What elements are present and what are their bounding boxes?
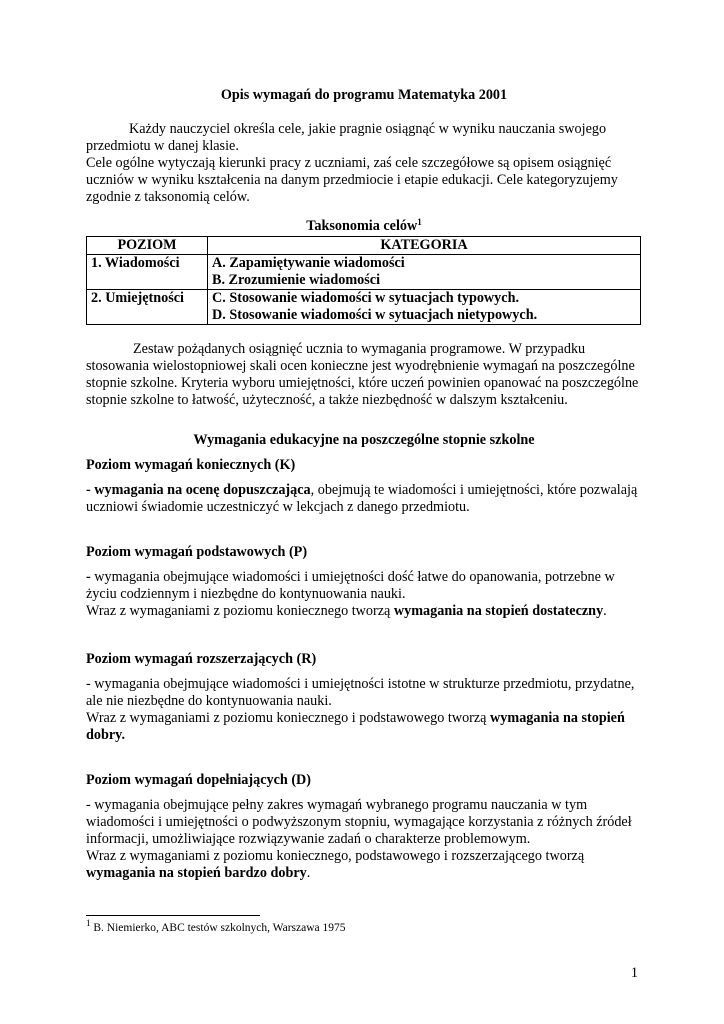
header-category: KATEGORIA — [208, 237, 641, 255]
taxonomy-caption — [86, 218, 642, 235]
category-c: C. Stosowanie wiadomości w sytuacjach typowych. — [212, 290, 520, 306]
footnote-mark: 1 — [86, 918, 91, 928]
level-k-heading: Poziom wymagań koniecznych (K) — [86, 457, 296, 473]
document-title: Opis wymagań do programu Matematyka 2001 — [220, 87, 508, 103]
level-d-section — [86, 772, 642, 882]
page-number: 1 — [630, 965, 638, 981]
level-cell: 1. Wiadomości — [87, 255, 208, 290]
level-p-line2-bold: wymagania na stopień dostateczny — [393, 603, 604, 619]
level-r-line2-bold: wymagania na stopień dobry. — [86, 710, 625, 743]
footnote-text: B. Niemierko, ABC testów szkolnych, Warszawa 1975 — [90, 922, 346, 934]
level-cell: 2. Umiejętności — [87, 290, 208, 325]
level-p-rest: wymagania obejmujące wiadomości i umiejętności dość łatwe do opanowania, potrzebne w życiu codziennym i niezbędne do kontynuowania nauki. — [86, 569, 615, 602]
category-cell — [208, 255, 641, 290]
footnote — [86, 918, 346, 935]
level-d-text: - wymagania obejmujące pełny zakres wymagań wybranego programu nauczania w tym wiadomości i umiejętności o podwyższonym stopniu, wymagające korzystania z różnych źródeł informacji, umożliwiające rozwiązywanie zadań o charakterze problemowym. — [86, 797, 632, 847]
level-p-line2-post: . — [603, 603, 607, 619]
level-p-line2-pre: Wraz z wymaganiami z poziomu koniecznego tworzą — [86, 603, 394, 619]
level-k-bold: - wymagania na ocenę dopuszczająca — [86, 482, 311, 498]
level-d-line2-pre: Wraz z wymaganiami z poziomu koniecznego, podstawowego i rozszerzającego tworzą — [86, 848, 585, 864]
set-paragraph: Zestaw pożądanych osiągnięć ucznia to wymagania programowe. W przypadku stosowania wielostopniowej skali ocen konieczne jest wyodrębnienie wymagań na poszczególne stopnie szkolne. Kryteria wyboru umiejętności, które uczeń powinien opanować na poszczególne stopnie szkolne to łatwość, użyteczność, a także niezbędność w dalszym kształceniu. — [86, 341, 639, 408]
level-p-section — [86, 544, 642, 620]
category-cell — [208, 290, 641, 325]
level-r-section — [86, 651, 642, 744]
footnote-divider — [86, 915, 260, 916]
level-k-text — [86, 482, 642, 516]
level-d-line2 — [86, 848, 642, 882]
level-p-line2 — [86, 603, 642, 620]
intro-paragraph-2: Cele ogólne wytyczają kierunki pracy z uczniami, zaś cele szczegółowe są opisem osiągnięć uczniów w wyniku kształcenia na danym przedmiocie i etapie edukacji. Cele kategoryzujemy zgodnie z taksonomią celów. — [86, 155, 618, 205]
set-section — [86, 341, 642, 409]
level-r-text: - wymagania obejmujące wiadomości i umiejętności istotne w strukturze przedmiotu, przydatne, ale nie niezbędne do kontynuowania nauki. — [86, 676, 635, 709]
category-a: A. Zapamiętywanie wiadomości — [212, 255, 405, 271]
level-k-section — [86, 457, 642, 516]
table-row — [87, 290, 641, 325]
table-header-row — [87, 237, 641, 255]
level-r-heading: Poziom wymagań rozszerzających (R) — [86, 651, 317, 667]
taxonomy-caption-text: Taksonomia celów — [306, 218, 418, 234]
requirements-heading: Wymagania edukacyjne na poszczególne stopnie szkolne — [193, 432, 535, 448]
level-d-line2-bold: wymagania na stopień bardzo dobry — [86, 865, 307, 881]
level-d-line2-post: . — [306, 865, 311, 881]
level-p-dash: - — [86, 569, 91, 585]
level-r-line2 — [86, 710, 642, 744]
level-p-heading: Poziom wymagań podstawowych (P) — [86, 544, 308, 560]
level-k-rest: , obejmują te wiadomości i umiejętności, które pozwalają uczniowi świadomie uczestniczyć w lekcjach z danego przedmiotu. — [86, 482, 638, 515]
intro-section — [86, 121, 642, 206]
table-row — [87, 255, 641, 290]
intro-paragraph-1: Każdy nauczyciel określa cele, jakie pragnie osiągnąć w wyniku nauczania swojego przedmiotu w danej klasie. — [86, 121, 607, 154]
level-p-text — [86, 569, 642, 603]
category-b: B. Zrozumienie wiadomości — [212, 272, 381, 288]
taxonomy-table — [86, 236, 641, 325]
header-level: POZIOM — [87, 237, 208, 255]
level-d-heading: Poziom wymagań dopełniających (D) — [86, 772, 312, 788]
level-r-line2-pre: Wraz z wymaganiami z poziomu koniecznego i podstawowego tworzą — [86, 710, 491, 726]
category-d: D. Stosowanie wiadomości w sytuacjach nietypowych. — [212, 307, 538, 323]
footnote-reference: 1 — [417, 217, 422, 227]
